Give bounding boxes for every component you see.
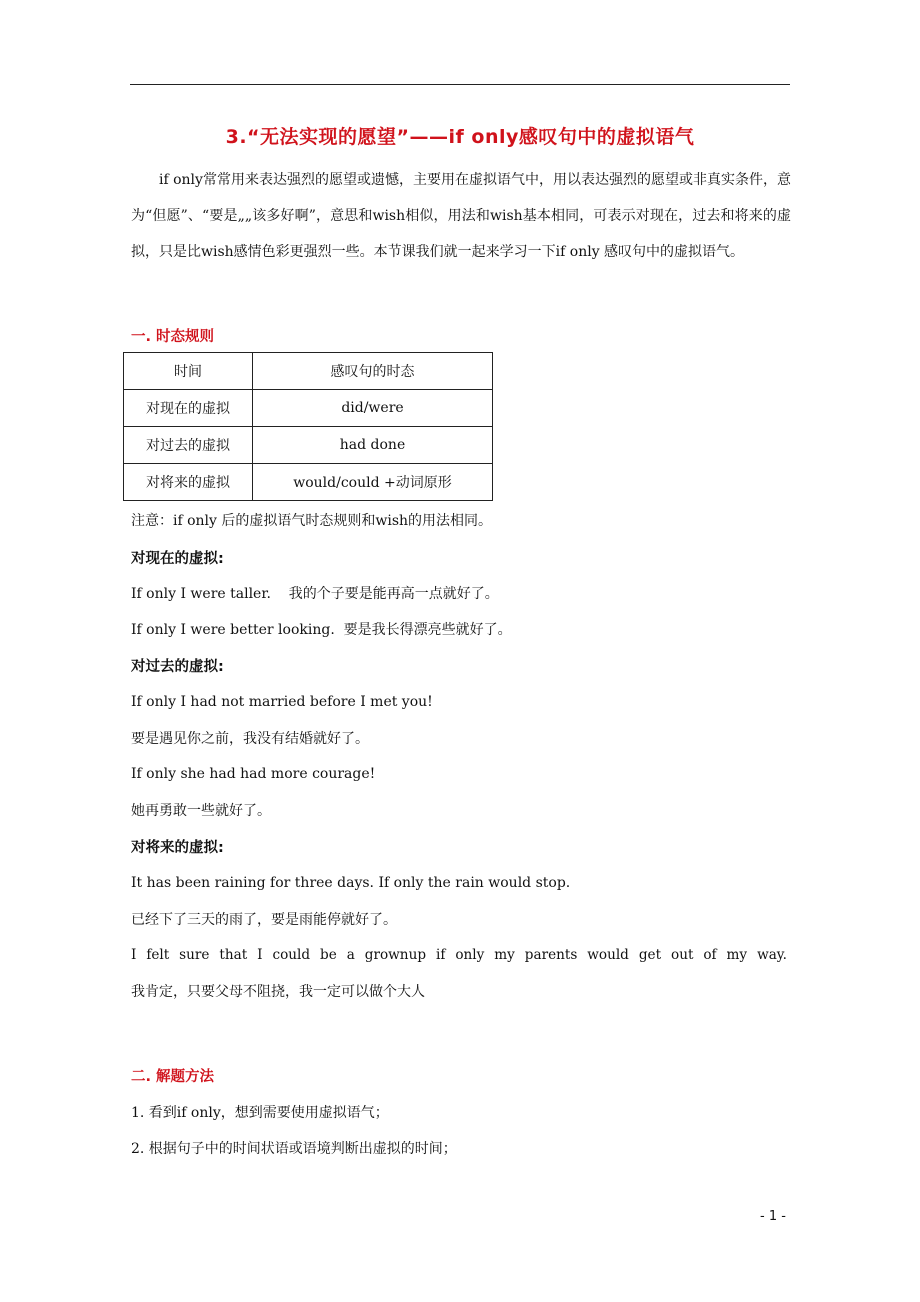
table-cell: 对过去的虚拟: [124, 427, 253, 464]
example-line: If only I had not married before I met you!: [131, 694, 433, 710]
table-cell: 对现在的虚拟: [124, 390, 253, 427]
tense-table: [123, 352, 493, 501]
step-item: 1. 看到if only，想到需要使用虚拟语气；: [131, 1105, 389, 1121]
example-line: If only I were taller. 我的个子要是能再高一点就好了。: [131, 586, 499, 602]
example-line: It has been raining for three days. If only the rain would stop.: [131, 875, 571, 891]
example-line: 她再勇敢一些就好了。: [131, 803, 271, 819]
table-header-cell: 时间: [124, 353, 253, 390]
step-item: 2. 根据句子中的时间状语或语境判断出虚拟的时间；: [131, 1141, 457, 1157]
table-row: [124, 427, 493, 464]
section-heading-tense-rules: 一. 时态规则: [131, 329, 215, 345]
table-cell: would/could +动词原形: [253, 464, 493, 501]
intro-paragraph: if only常常用来表达强烈的愿望或遗憾，主要用在虚拟语气中，用以表达强烈的愿望或非真实条件，意为“但愿”、“要是„„该多好啊”，意思和wish相似，用法和wish基本相同，可表示对现在，过去和将来的虚拟，只是比wish感情色彩更强烈一些。本节课我们就一起来学习一下if only 感叹句中的虚拟语气。: [131, 172, 791, 260]
example-line: If only I were better looking. 要是我长得漂亮些就好了。: [131, 622, 512, 638]
table-header-cell: 感叹句的时态: [253, 353, 493, 390]
subheading-present: 对现在的虚拟:: [131, 551, 224, 567]
header-rule: [130, 84, 790, 85]
table-row: [124, 390, 493, 427]
table-cell: did/were: [253, 390, 493, 427]
example-line: I felt sure that I could be a grownup if only my parents would get out of my way.: [131, 947, 787, 963]
subheading-future: 对将来的虚拟:: [131, 840, 224, 856]
note-text: 注意：if only 后的虚拟语气时态规则和wish的用法相同。: [131, 513, 493, 529]
subheading-past: 对过去的虚拟:: [131, 659, 224, 675]
example-line: If only she had had more courage!: [131, 766, 376, 782]
page-title: 3.“无法实现的愿望”——if only感叹句中的虚拟语气: [225, 126, 695, 148]
table-cell: 对将来的虚拟: [124, 464, 253, 501]
table-cell: had done: [253, 427, 493, 464]
table-header-row: [124, 353, 493, 390]
example-line: 我肯定，只要父母不阻挠，我一定可以做个大人: [131, 984, 425, 1000]
page-number: - 1 -: [760, 1209, 786, 1224]
example-line: 要是遇见你之前，我没有结婚就好了。: [131, 731, 369, 747]
example-line: 已经下了三天的雨了，要是雨能停就好了。: [131, 912, 397, 928]
section-heading-solving-methods: 二. 解题方法: [131, 1069, 215, 1085]
table-row: [124, 464, 493, 501]
